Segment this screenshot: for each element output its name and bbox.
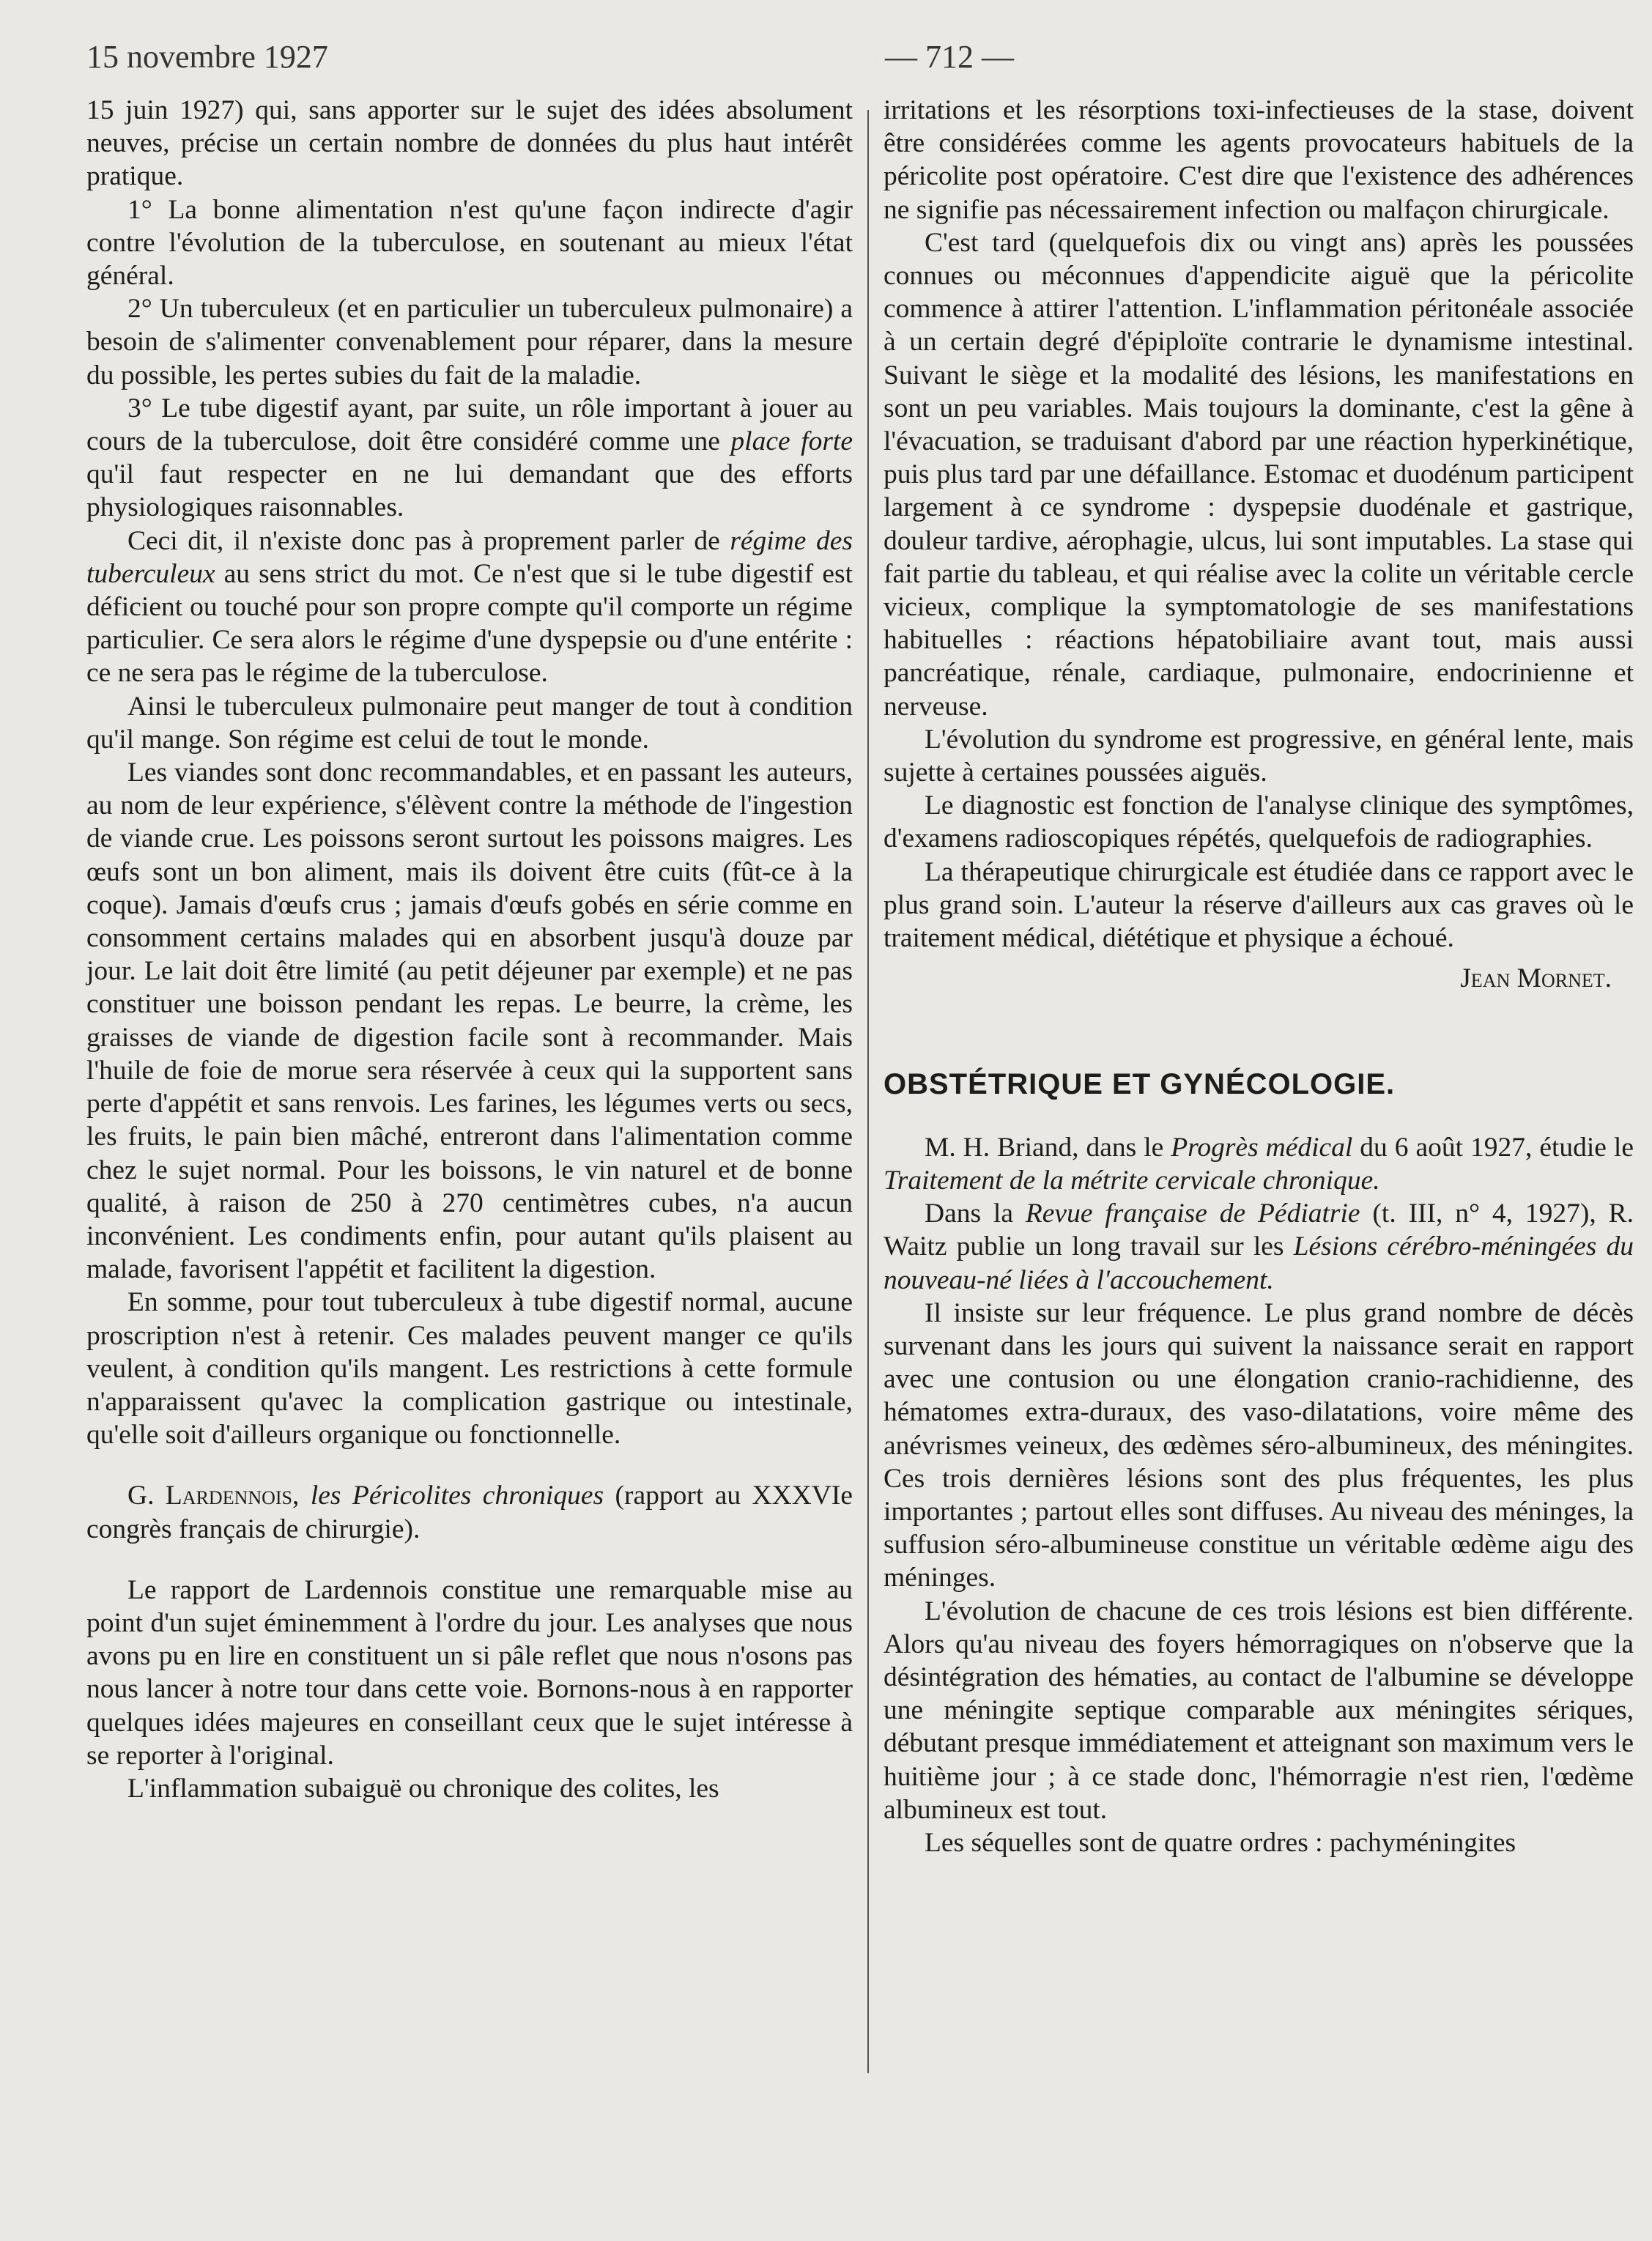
text-run: au sens strict du mot. Ce n'est que si le tube digestif est déficient ou touché pour son propre compte qu'il comporte un régime particulier. Ce sera alors le régime d'une dyspepsie ou d'une entérite : ce ne sera pas le régime de la tuberculose.: [86, 558, 853, 689]
paragraph: [884, 1197, 1634, 1297]
paragraph: Le rapport de Lardennois constitue une remarquable mise au point d'un sujet éminemment à l'ordre du jour. Les analyses que nous avons pu en lire en constituent un si pâle reflet que nous n'osons pas nous lancer à notre tour dans cette voie. Bornons-nous à en rapporter quelques idées majeures en conseillant ceux que le sujet intéresse à se reporter à l'original.: [86, 1574, 853, 1771]
paragraph: 1° La bonne alimentation n'est qu'une façon indirecte d'agir contre l'évolution de la tuberculose, en soutenant au mieux l'état général.: [86, 194, 853, 292]
column-divider: [867, 110, 869, 2073]
paragraph: En somme, pour tout tuberculeux à tube digestif normal, aucune proscription n'est à retenir. Ces malades peuvent manger ce qu'ils veulent, à condition qu'ils mangent. Les restrictions à cette formule n'apparaissent qu'avec la complication gastrique ou intestinale, qu'elle soit d'ailleurs organique ou fonctionnelle.: [86, 1287, 853, 1451]
signature: [884, 962, 1634, 995]
paragraph: Les séquelles sont de quatre ordres : pachyméningites: [925, 1827, 1516, 1858]
right-column: [884, 94, 1634, 1859]
paragraph: Il insiste sur leur fréquence. Le plus grand nombre de décès survenant dans les jours qui suivent la naissance serait en rapport avec une contusion ou une élongation cranio-rachidienne, des hématomes extra-duraux, des vaso-dilatations, voire même des anévrismes veineux, des œdèmes séro-albumineux, des méningites. Ces trois dernières lésions sont des plus fréquentes, les plus importantes ; partout elles sont diffuses. Au niveau des méninges, la suffusion séro-albumineuse constitue un véritable œdème aigu des méninges.: [884, 1297, 1634, 1593]
author-name: G. Lardennois,: [127, 1481, 300, 1511]
paragraph: L'évolution du syndrome est progressive, en général lente, mais sujette à certaines poussées aiguës.: [884, 724, 1634, 788]
text-run: (rapport au XXXVIe congrès français de chirurgie).: [86, 1481, 853, 1544]
paragraph: [884, 1131, 1634, 1197]
paragraph: Les viandes sont donc recommandables, et en passant les auteurs, au nom de leur expérience, s'élèvent contre la méthode de l'ingestion de viande crue. Les poissons seront surtout les poissons maigres. Les œufs sont un bon aliment, mais ils doivent être cuits (fût-ce à la coque). Jamais d'œufs crus ; jamais d'œufs gobés en série comme en consomment certains malades qui en absorbent jusqu'à douze par jour. Le lait doit être limité (au petit déjeuner par exemple) et ne pas constituer une boisson pendant les repas. Le beurre, la crème, les graisses de viande de digestion facile sont à recommander. Mais l'huile de foie de morue sera réservée à ceux qui la supportent sans perte d'appétit et sans renvois. Les farines, les légumes verts ou secs, les fruits, le pain bien mâché, entreront dans l'alimentation comme chez le sujet normal. Pour les boissons, le vin naturel et de bonne qualité, à raison de 250 à 270 centimètres cubes, n'a aucun inconvénient. Les condiments enfin, pour autant qu'ils plaisent au malade, favorisent l'appétit et facilitent la digestion.: [86, 758, 853, 1285]
paragraph: Ainsi le tuberculeux pulmonaire peut manger de tout à condition qu'il mange. Son régime est celui de tout le monde.: [86, 691, 853, 755]
page-number: — 712 —: [885, 39, 1014, 75]
section-title: OBSTÉTRIQUE ET GYNÉCOLOGIE.: [884, 1068, 1396, 1101]
text-run: Dans la: [925, 1199, 1026, 1229]
left-column: [86, 94, 853, 1805]
paragraph: C'est tard (quelquefois dix ou vingt ans) après les poussées connues ou méconnues d'appendicite aiguë que la péricolite commence à attirer l'attention. L'inflammation péritonéale associée à un certain degré d'épiploïte contrarie le dynamisme intestinal. Suivant le siège et la modalité des lésions, les manifestations en sont un peu variables. Mais toujours la dominante, c'est la gêne à l'évacuation, se traduisant d'abord par une réaction hyperkinétique, puis plus tard par une défaillance. Estomac et duodénum participent largement à ce syndrome : dyspepsie duodénale et gastrique, douleur tardive, aérophagie, ulcus, lui sont imputables. La stase qui fait partie du tableau, et qui réalise avec la colite un véritable cercle vicieux, complique la symptomatologie de ses manifestations habituelles : réactions hépatobiliaire avant tout, mais aussi pancréatique, rénale, cardiaque, pulmonaire, endocrinienne et nerveuse.: [884, 227, 1634, 722]
page-header: [86, 38, 1566, 82]
italic-run: Lésions cérébro-méningées du nouveau-né liées à l'accouchement.: [884, 1231, 1634, 1295]
paragraph: La thérapeutique chirurgicale est étudiée dans ce rapport avec le plus grand soin. L'auteur la réserve d'ailleurs aux cas graves où le traitement médical, diététique et physique a échoué.: [884, 856, 1634, 954]
paragraph: L'évolution de chacune de ces trois lésions est bien différente. Alors qu'au niveau des foyers hémorragiques on n'observe que la désintégration des hématies, au contact de l'albumine se développe une méningite septique comparable aux méningites sériques, débutant presque immédiatement et atteignant son maximum vers le huitième jour ; à ce stade donc, l'hémorragie n'est rien, l'œdème albumineux est tout.: [884, 1596, 1634, 1825]
italic-run: régime des tuberculeux: [86, 525, 853, 589]
text-run: Ceci dit, il n'existe donc pas à proprement parler de: [127, 525, 730, 556]
text-run: du 6 août 1927, étudie le: [1352, 1132, 1634, 1163]
paragraph: 15 juin 1927) qui, sans apporter sur le sujet des idées absolument neuves, précise un certain nombre de données du plus haut intérêt pratique.: [86, 95, 853, 192]
signature-name: Jean Mornet.: [1460, 963, 1612, 994]
review-reference: [86, 1479, 853, 1545]
italic-run: Traitement de la métrite cervicale chronique.: [884, 1165, 1380, 1196]
paragraph: 2° Un tuberculeux (et en particulier un tuberculeux pulmonaire) a besoin de s'alimenter convenablement pour réparer, dans la mesure du possible, les pertes subies du fait de la maladie.: [86, 294, 853, 390]
italic-run: place forte: [730, 426, 853, 457]
italic-run: Progrès médical: [1171, 1132, 1353, 1163]
text-run: M. H. Briand, dans le: [925, 1132, 1171, 1163]
text-run: qu'il faut respecter en ne lui demandant que des efforts physiologiques raisonnables.: [86, 459, 853, 523]
italic-run: Revue française de Pédiatrie: [1025, 1199, 1360, 1229]
paragraph: irritations et les résorptions toxi-infectieuses de la stase, doivent être considérées comme les agents provocateurs habituels de la péricolite post opératoire. C'est dire que l'existence des adhérences ne signifie pas nécessairement infection ou malfaçon chirurgicale.: [884, 95, 1634, 225]
paragraph: [86, 525, 853, 690]
paragraph: L'inflammation subaiguë ou chronique des colites, les: [127, 1773, 719, 1804]
paragraph: [86, 392, 853, 525]
text-run: 3° Le tube digestif ayant, par suite, un rôle important à jouer au cours de la tuberculose, doit être considéré comme une: [86, 393, 853, 457]
text-run: (t. III, n° 4, 1927), R. Waitz publie un long travail sur les: [884, 1199, 1634, 1262]
paragraph: Le diagnostic est fonction de l'analyse clinique des symptômes, d'examens radioscopiques répétés, quelquefois de radiographies.: [884, 790, 1634, 854]
italic-run: les Péricolites chroniques: [299, 1481, 604, 1511]
issue-date: 15 novembre 1927: [86, 39, 328, 75]
